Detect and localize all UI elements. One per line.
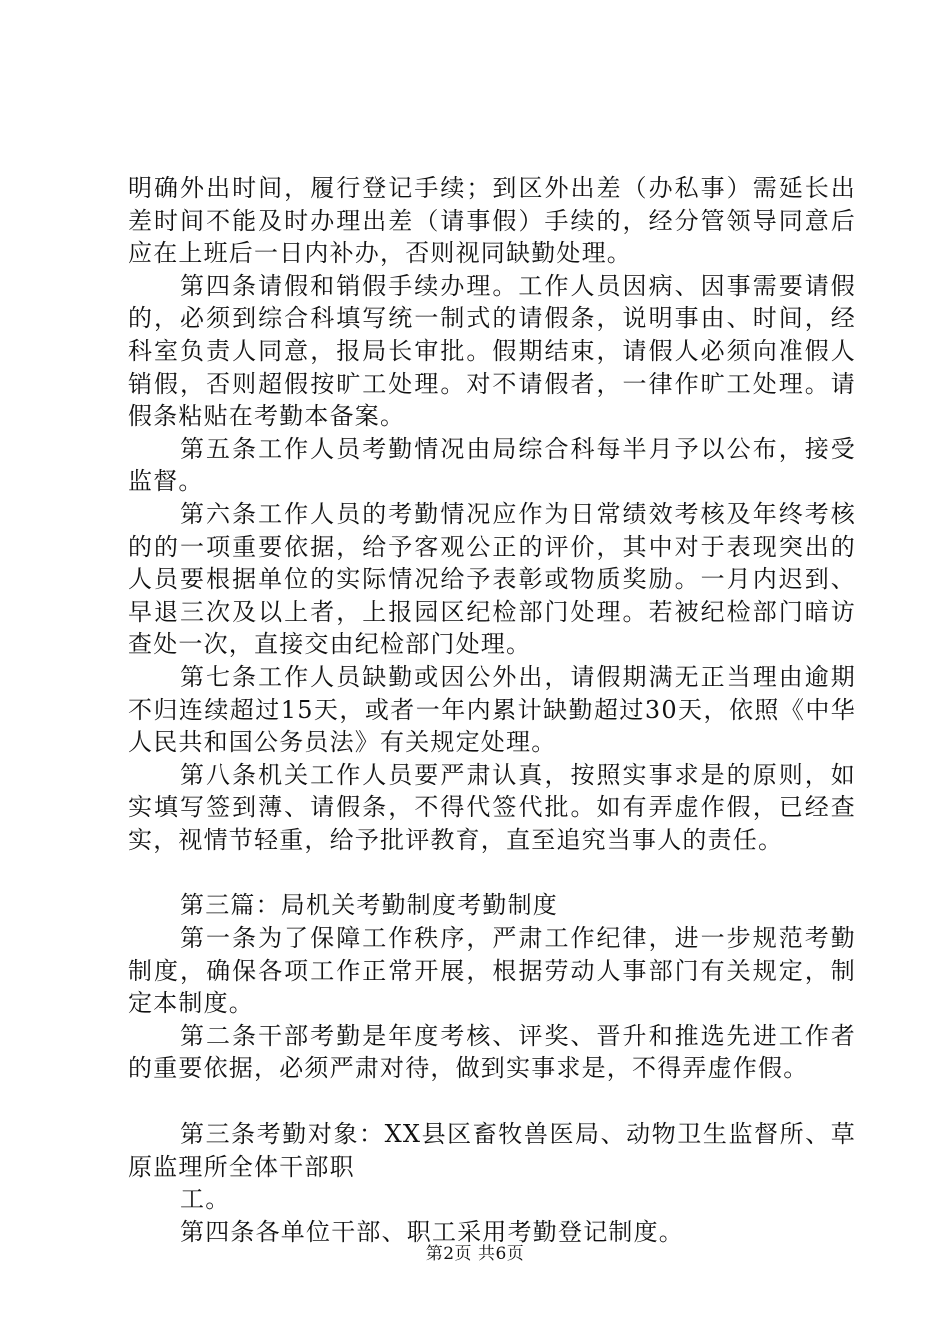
paragraph-article-4-registration: 第四条各单位干部、职工采用考勤登记制度。: [180, 1217, 684, 1246]
paragraph-article-5-publish: 第五条工作人员考勤情况由局综合科每半月予以公布，接受监督。: [128, 434, 856, 496]
page-footer: 第2页 共6页: [425, 1244, 525, 1264]
paragraph-article-3-scope: 第三条考勤对象：XX县区畜牧兽医局、动物卫生监督所、草原监理所全体干部职: [128, 1120, 856, 1181]
paragraph-article-8-integrity: 第八条机关工作人员要严肃认真，按照实事求是的原则，如实填写签到薄、请假条，不得代签代批。如有弄虚作假，已经查实，视情节轻重，给予批评教育，直至追究当事人的责任。: [128, 760, 856, 854]
paragraph-article-2-basis: 第二条干部考勤是年度考核、评奖、晋升和推选先进工作者的重要依据，必须严肃对待，做到实事求是，不得弄虚作假。: [128, 1021, 856, 1083]
paragraph-article-3-scope-end: 工。: [180, 1185, 231, 1214]
paragraph-article-4-leave: 第四条请假和销假手续办理。工作人员因病、因事需要请假的，必须到综合科填写统一制式的请假条，说明事由、时间，经科室负责人同意，报局长审批。假期结束，请假人必须向准假人销假，否则超假按旷工处理。对不请假者，一律作旷工处理。请假条粘贴在考勤本备案。: [128, 271, 856, 431]
paragraph-continuation: 明确外出时间，履行登记手续；到区外出差（办私事）需延长出差时间不能及时办理出差（请事假）手续的，经分管领导同意后应在上班后一日内补办，否则视同缺勤处理。: [128, 174, 856, 268]
section-title: 第三篇：局机关考勤制度考勤制度: [180, 891, 558, 920]
document-body: [128, 172, 856, 1248]
paragraph-article-6-evaluation: 第六条工作人员的考勤情况应作为日常绩效考核及年终考核的的一项重要依据，给予客观公正的评价，其中对于表现突出的人员要根据单位的实际情况给予表彰或物质奖励。一月内迟到、早退三次及以上者，上报园区纪检部门处理。若被纪检部门暗访查处一次，直接交由纪检部门处理。: [128, 499, 856, 659]
paragraph-article-1-purpose: 第一条为了保障工作秩序，严肃工作纪律，进一步规范考勤制度，确保各项工作正常开展，根据劳动人事部门有关规定，制定本制度。: [128, 924, 856, 1018]
paragraph-article-7-absence: 第七条工作人员缺勤或因公外出，请假期满无正当理由逾期不归连续超过15天，或者一年内累计缺勤超过30天，依照《中华人民共和国公务员法》有关规定处理。: [128, 662, 856, 757]
